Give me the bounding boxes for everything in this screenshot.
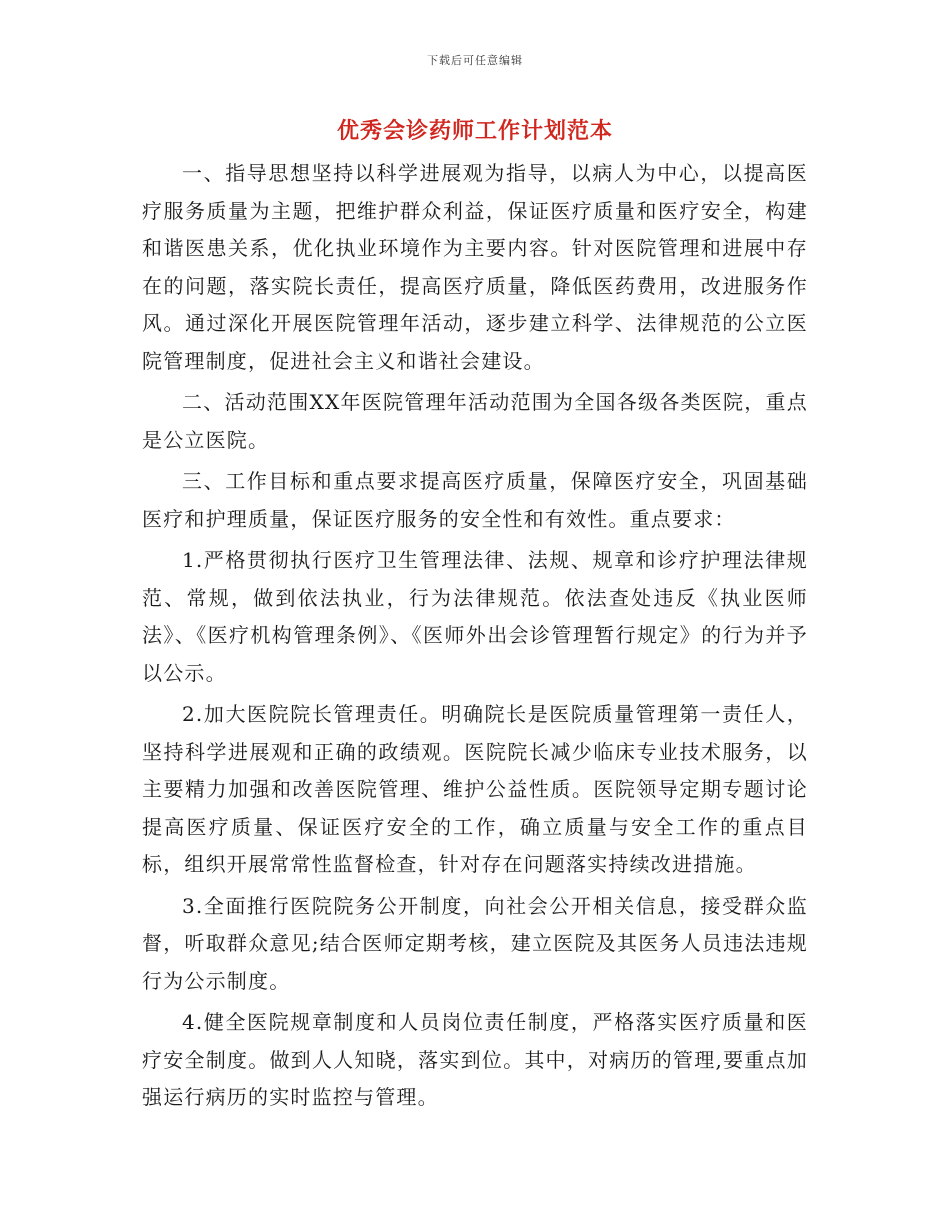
paragraph-item-3: 3.全面推行医院院务公开制度，向社会公开相关信息，接受群众监督，听取群众意见;结合医师定期考核，建立医院及其医务人员违法违规行为公示制度。 — [142, 893, 808, 993]
paragraph-item-4: 4.健全医院规章制度和人员岗位责任制度，严格落实医疗质量和医疗安全制度。做到人人知晓，落实到位。其中，对病历的管理,要重点加强运行病历的实时监控与管理。 — [142, 1010, 808, 1109]
header-note: 下载后可任意编辑 — [427, 54, 523, 67]
paragraph-activity-scope: 二、活动范围XX年医院管理年活动范围为全国各级各类医院，重点是公立医院。 — [142, 390, 808, 452]
document-body — [142, 155, 808, 1121]
paragraph-goals: 三、工作目标和重点要求提高医疗质量，保障医疗安全，巩固基础医疗和护理质量，保证医疗服务的安全性和有效性。重点要求： — [142, 469, 808, 531]
paragraph-guiding-ideology: 一、指导思想坚持以科学进展观为指导，以病人为中心，以提高医疗服务质量为主题，把维护群众利益，保证医疗质量和医疗安全，构建和谐医患关系，优化执业环境作为主要内容。针对医院管理和进展中存在的问题，落实院长责任，提高医疗质量，降低医药费用，改进服务作风。通过深化开展医院管理年活动，逐步建立科学、法律规范的公立医院管理制度，促进社会主义和谐社会建设。 — [142, 161, 808, 373]
paragraph-item-1: 1.严格贯彻执行医疗卫生管理法律、法规、规章和诊疗护理法律规范、常规，做到依法执业，行为法律规范。依法查处违反《执业医师法》、《医疗机构管理条例》、《医师外出会诊管理暂行规定》的行为并予以公示。 — [142, 548, 808, 685]
document-title: 优秀会诊药师工作计划范本 — [336, 118, 613, 144]
paragraph-item-2: 2.加大医院院长管理责任。明确院长是医院质量管理第一责任人，坚持科学进展观和正确的政绩观。医院院长减少临床专业技术服务，以主要精力加强和改善医院管理、维护公益性质。医院领导定期专题讨论提高医疗质量、保证医疗安全的工作，确立质量与安全工作的重点目标，组织开展常常性监督检查，针对存在问题落实持续改进措施。 — [142, 702, 808, 876]
